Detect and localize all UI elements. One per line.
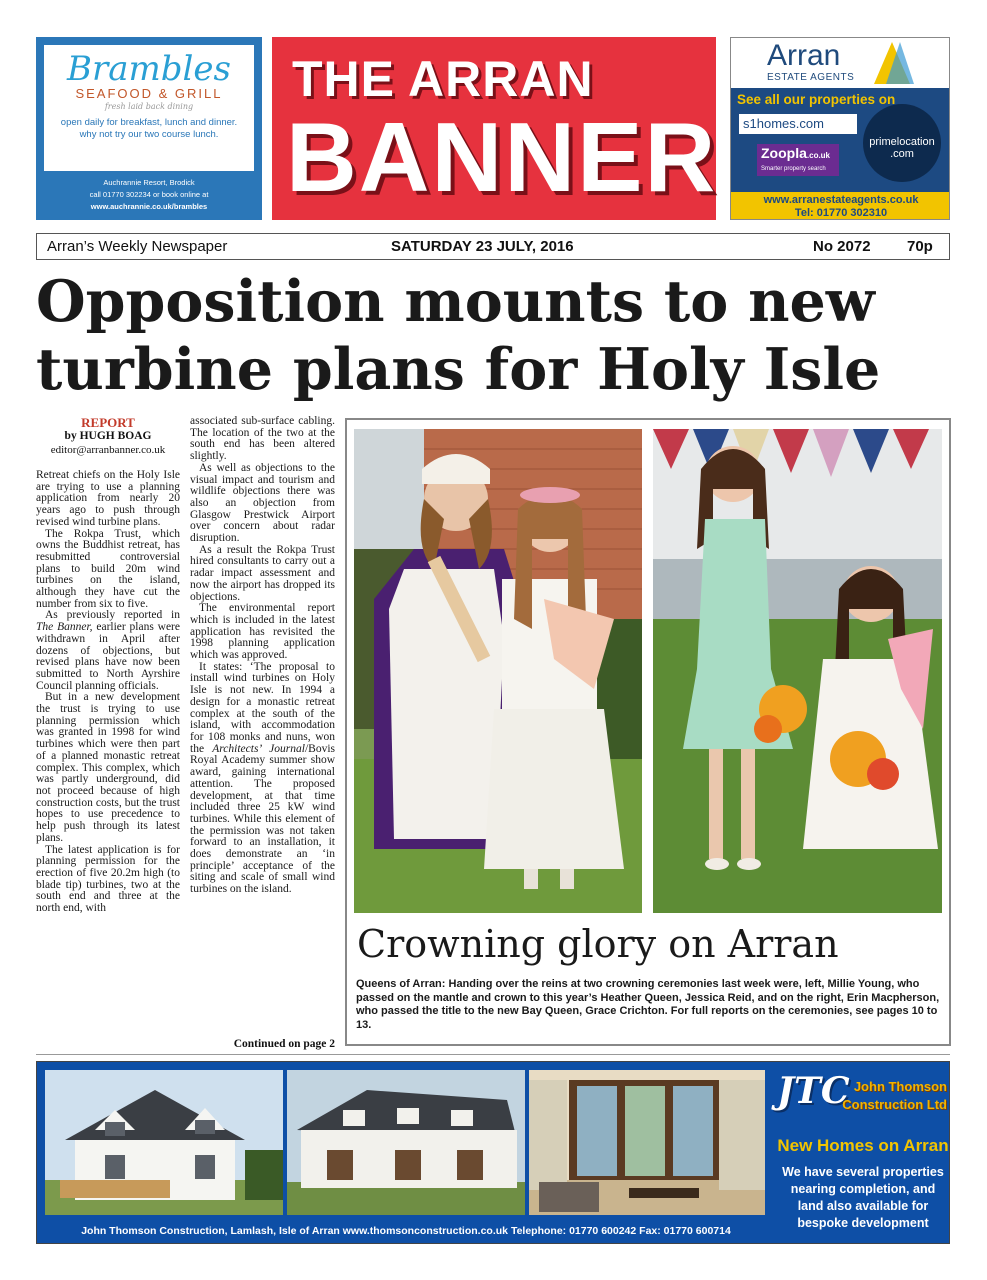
article-paragraph: The environmental report which is included in the latest application has revisited the 1998 planning application which was approved. [190, 602, 335, 662]
brambles-opening-line-2: why not try our two course lunch. [79, 129, 219, 140]
john-thomson-advert[interactable] [36, 1061, 950, 1244]
brambles-logo: Brambles [67, 49, 231, 89]
new-homes-heading: New Homes on Arran [777, 1136, 949, 1155]
article-column-1 [36, 470, 180, 915]
zoopla-tagline: Smarter property search [761, 166, 826, 172]
arran-estate-phone: Tel: 01770 302310 [794, 207, 888, 219]
masthead-the-arran: THE ARRAN [292, 51, 594, 107]
interior-illustration [529, 1070, 765, 1215]
bay-queen-illustration [653, 429, 942, 913]
company-name-line-2: Construction Ltd [842, 1097, 947, 1112]
cover-price: 70p [907, 238, 933, 255]
primelocation-name: primelocation [869, 136, 935, 148]
property-portals-panel [731, 88, 950, 192]
john-thomson-panel [773, 1062, 950, 1244]
article-paragraph: As well as objections to the visual impact and tourism and wildlife objections there was also an objection from Glasgow Prestwick Airport over concern about radar disruption. [190, 461, 335, 545]
article-author: by HUGH BOAG [64, 430, 152, 442]
article-paragraph: It states: ‘The proposal to install wind turbines on Holy Isle is not new. In 1994 a design for a monastic retreat complex at the south of the island, with accommodation for 108 monks and nuns, won the Architects’ Journal/Bovis Royal Academy summer show award, gaining international attention. The proposed development, at that time included three 25 kW wind turbines. While this element of the permission was not taken forward to an installation, it does demonstrate an ‘in principle’ acceptance of the siting and scale of small wind turbines on the island. [190, 660, 335, 896]
issue-number: No 2072 [813, 238, 871, 255]
lead-headline: Opposition mounts to new turbine plans for Holy Isle [36, 268, 881, 403]
zoopla-domain: .co.uk [806, 151, 831, 160]
brambles-address: Auchrannie Resort, Brodick [103, 178, 195, 187]
bay-queen-photo [653, 429, 942, 913]
house-illustration-1 [45, 1070, 283, 1215]
brambles-advert[interactable] [36, 37, 262, 220]
brambles-advert-panel [44, 45, 254, 171]
arran-estate-contact [731, 192, 950, 220]
s1homes-logo: s1homes.com [739, 114, 857, 134]
brambles-tagline: fresh laid back dining [104, 102, 194, 111]
zoopla-name: Zoopla [761, 145, 807, 161]
section-divider [36, 1054, 950, 1055]
arran-estate-logo: Arran [767, 39, 841, 72]
primelocation-logo [863, 104, 941, 182]
brambles-subtitle: SEAFOOD & GRILL [75, 86, 223, 101]
see-all-properties: See all our properties on [737, 92, 896, 107]
heather-queen-illustration [354, 429, 642, 913]
continued-on-page-link[interactable]: Continued on page 2 [233, 1038, 335, 1050]
brambles-phone: call 01770 302234 or book online at [89, 190, 209, 199]
article-byline [36, 416, 180, 457]
primelocation-domain: .com [890, 148, 914, 160]
article-paragraph: The Rokpa Trust, which owns the Buddhist retreat, has resubmitted controversial plans to build 20m wind turbines on the island, although they have cut the number from six to five. [36, 527, 180, 610]
house-photo-2 [287, 1070, 525, 1215]
arran-estate-agents-advert[interactable] [730, 37, 950, 220]
article-paragraph: As previously reported in The Banner, earlier plans were withdrawn in April after dozens of objections, but revised plans have now been submitted to North Ayrshire Council planning officials. [36, 609, 180, 692]
article-kicker: REPORT [81, 415, 135, 430]
arran-estate-subtitle: ESTATE AGENTS [767, 72, 855, 83]
article-paragraph: As a result the Rokpa Trust hired consultants to carry out a radar impact assessment and now the airport has dropped its objections. [190, 543, 335, 603]
zoopla-logo [757, 144, 839, 176]
masthead-banner: BANNER [286, 102, 718, 212]
interior-photo [529, 1070, 765, 1215]
article-column-2 [190, 416, 335, 896]
article-paragraph: associated sub-surface cabling. The location of the two at the south end has been altered slightly. [190, 415, 335, 463]
mountain-logo-accent-icon [886, 42, 914, 84]
house-photo-1 [45, 1070, 283, 1215]
john-thomson-footer: John Thomson Construction, Lamlash, Isle of Arran www.thomsonconstruction.co.uk Telephone: 01770 600242 Fax: 01770 600714 [81, 1225, 731, 1237]
brambles-opening-line-1: open daily for breakfast, lunch and dinner. [60, 117, 238, 128]
photo-caption: Queens of Arran: Handing over the reins at two crowning ceremonies last week were, left, Millie Young, who passed on the mantle and crown to this year’s Heather Queen, Jessica Reid, and on the right, Erin Macpherson, who passed the title to the new Bay Queen, Grace Crichton. For full reports on the ceremonies, see pages 10 to 13. [356, 978, 940, 1031]
john-thomson-name [821, 1078, 947, 1114]
brambles-contact [36, 177, 262, 213]
photo-story-headline: Crowning glory on Arran [357, 922, 839, 966]
brambles-website[interactable]: www.auchrannie.co.uk/brambles [90, 202, 208, 211]
company-name-line-1: John Thomson [853, 1079, 947, 1094]
article-paragraph: But in a new development the trust is trying to use planning permission which was granted in 1998 for wind turbines which were then part of a planned monastic retreat complex. This complex, which was partly underground, did not proceed because of high construction costs, but the trust hopes to use precedence to help push through its latest plans. [36, 691, 180, 844]
author-email[interactable]: editor@arranbanner.co.uk [50, 444, 166, 456]
article-paragraph: Retreat chiefs on the Holy Isle are trying to use a planning application from nearly 20 years ago to push through revised wind turbine plans. [36, 469, 180, 528]
arran-estate-website[interactable]: www.arranestateagents.co.uk [763, 194, 919, 206]
newspaper-tagline: Arran’s Weekly Newspaper [47, 238, 228, 255]
issue-date: SATURDAY 23 JULY, 2016 [391, 238, 574, 255]
new-homes-description: We have several properties nearing completion, and land also available for bespoke development [782, 1165, 944, 1230]
newspaper-masthead [272, 37, 716, 220]
dateline-bar [36, 233, 950, 260]
heather-queen-photo [354, 429, 642, 913]
jtc-logo-icon: JTC [777, 1070, 850, 1112]
article-paragraph: The latest application is for planning permission for the erection of five 20.2m high (to blade tip) turbines, two at the south end and three at the north end, with [36, 843, 180, 915]
house-illustration-2 [287, 1070, 525, 1215]
